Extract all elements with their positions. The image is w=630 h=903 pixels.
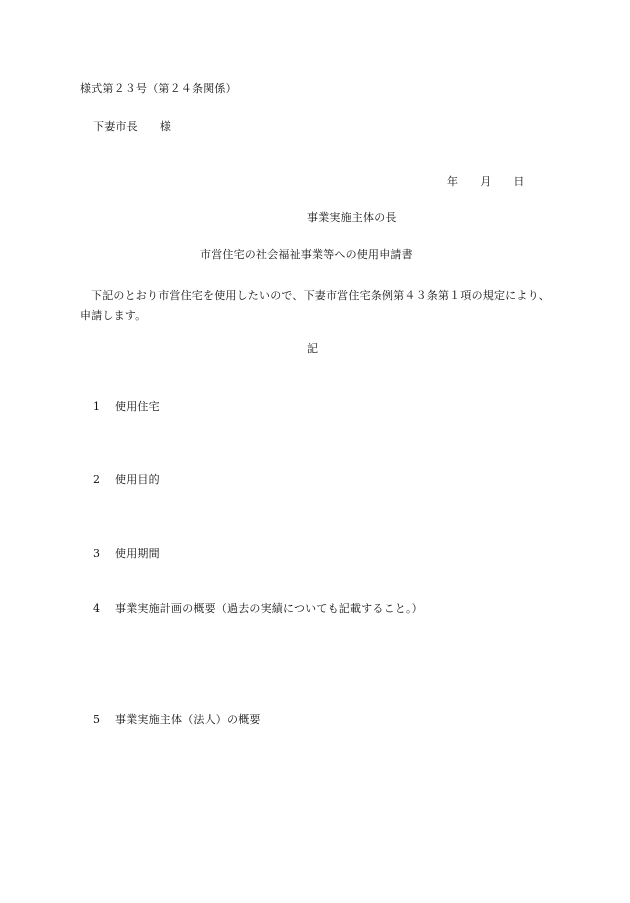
body-text: 下記のとおり市営住宅を使用したいので、下妻市営住宅条例第４３条第１項の規定により、申請します。 xyxy=(80,289,550,322)
item-label: 使用目的 xyxy=(115,473,160,486)
addressee-name: 下妻市長 xyxy=(93,120,138,133)
item-number: 1 xyxy=(93,400,101,413)
item-number: 4 xyxy=(93,602,101,615)
item-label: 事業実施計画の概要（過去の実績についても記載すること。） xyxy=(115,602,423,615)
item-label: 使用住宅 xyxy=(115,400,160,413)
item-number: 3 xyxy=(93,547,101,560)
addressee xyxy=(93,121,171,132)
applicant-label: 事業実施主体の長 xyxy=(307,211,397,224)
list-item xyxy=(93,548,160,559)
form-number: 様式第２３号（第２４条関係） xyxy=(80,82,237,95)
list-item xyxy=(93,401,160,412)
item-number: 5 xyxy=(93,713,101,726)
document-title: 市営住宅の社会福祉事業等への使用申請書 xyxy=(200,248,413,261)
ki-heading: 記 xyxy=(307,342,319,355)
item-label: 事業実施主体（法人）の概要 xyxy=(115,713,261,726)
date-line xyxy=(447,176,525,187)
list-item xyxy=(93,474,160,485)
item-label: 使用期間 xyxy=(115,547,160,560)
addressee-honorific: 様 xyxy=(159,120,172,133)
date-day: 日 xyxy=(513,175,525,188)
list-item xyxy=(93,603,423,614)
item-number: 2 xyxy=(93,473,101,486)
list-item xyxy=(93,714,261,725)
date-month: 月 xyxy=(480,175,492,188)
date-year: 年 xyxy=(447,175,459,188)
